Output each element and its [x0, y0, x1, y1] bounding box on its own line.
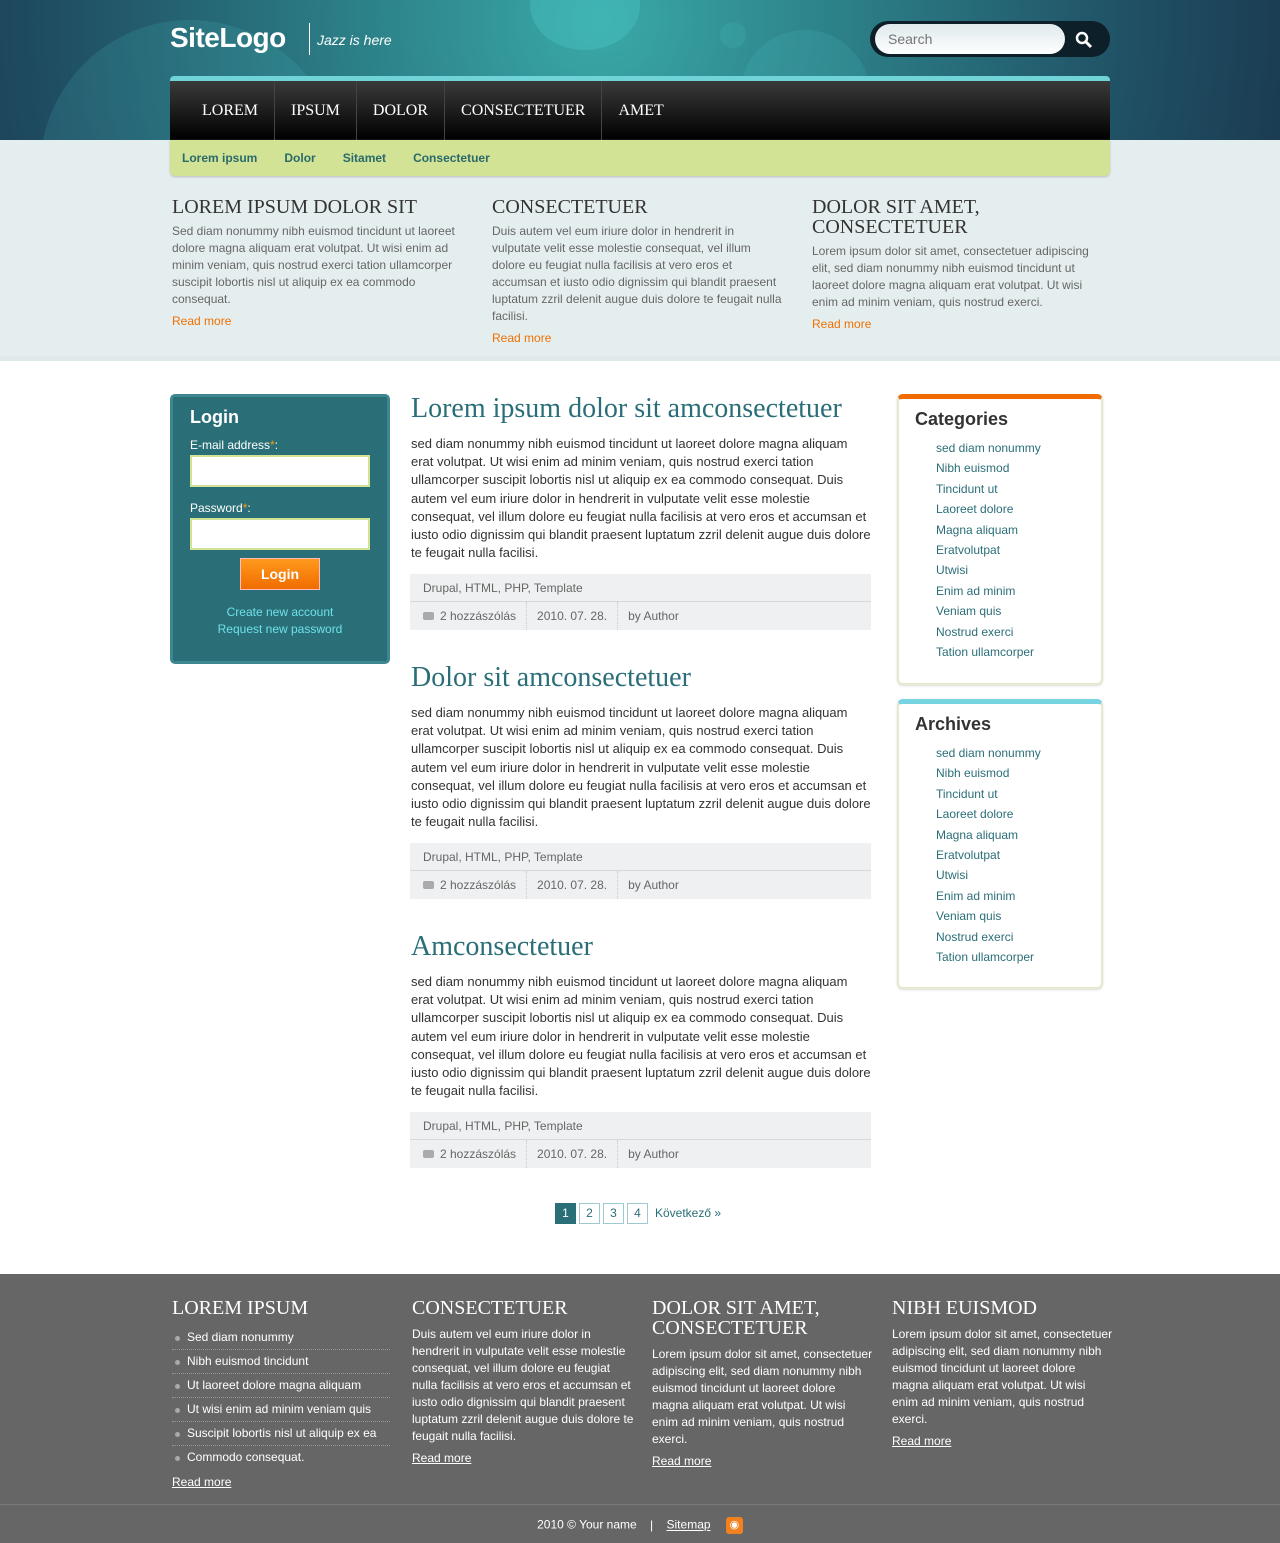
footer-text: Lorem ipsum dolor sit amet, consectetuer adipiscing elit, sed diam nonummy nibh euismod tincidunt ut laoreet dolore magna aliquam erat volutpat. Ut wisi enim ad minim veniam, quis nostrud exerci. — [892, 1327, 1113, 1426]
list-item[interactable]: Eratvolutpat — [936, 543, 1001, 558]
footer-text: Duis autem vel eum iriure dolor in hendrerit in vulputate velit esse molestie consequat, vel illum dolore eu feugiat nulla facilisis at vero eros et accumsan et iusto odio dignissim qui blandit praesent luptatum zzril delenit augue duis dolore te feugait nulla facilisi. — [412, 1327, 634, 1443]
post-meta — [410, 843, 871, 899]
nav-item-amet[interactable]: AMET — [618, 102, 664, 119]
password-label-text: Password — [190, 501, 243, 515]
categories-list — [915, 438, 1085, 662]
list-item[interactable]: Veniam quis — [936, 604, 1002, 619]
subnav-item[interactable]: Dolor — [284, 151, 316, 165]
list-item[interactable]: Tation ullamcorper — [936, 645, 1035, 660]
nav-item-lorem[interactable]: LOREM — [170, 81, 275, 140]
post-body: sed diam nonummy nibh euismod tincidunt ut laoreet dolore magna aliquam erat volutpat. Ut wisi enim ad minim veniam, quis nostrud exerci tation ullamcorper suscipit lobortis nisl ut aliquip ex ea commodo consequat. Duis autem vel eum iriure dolor in hendrerit in vulputate velit esse molestie consequat, vel illum dolore eu feugiat nulla facilisis at vero eros et accumsan et iusto odio dignissim qui blandit praesent luptatum zzril delenit augue duis dolore te feugait nulla facilisi. — [411, 974, 871, 1099]
comments[interactable] — [423, 871, 527, 899]
request-password-link[interactable]: Request new password — [217, 622, 343, 636]
archives-box — [897, 699, 1103, 989]
slogan: Jazz is here — [317, 32, 392, 48]
list-item[interactable]: Commodo consequat. — [172, 1446, 390, 1469]
subnav-item[interactable]: Consectetuer — [413, 151, 490, 165]
footer-bottom — [0, 1517, 1280, 1534]
password-label: Password*: — [190, 501, 251, 515]
nav-item-consectetuer[interactable]: CONSECTETUER — [445, 81, 602, 140]
featured-item — [812, 197, 1104, 333]
post-tags[interactable]: Drupal, HTML, PHP, Template — [410, 843, 871, 871]
read-more-link[interactable]: Read more — [892, 1434, 952, 1448]
list-item[interactable]: Nostrud exerci — [936, 929, 1014, 944]
categories-box — [897, 394, 1103, 685]
post-date: 2010. 07. 28. — [537, 871, 618, 899]
site-logo[interactable]: SiteLogo — [170, 22, 286, 53]
read-more-link[interactable]: Read more — [652, 1454, 712, 1468]
copyright: 2010 © Your name — [537, 1517, 637, 1532]
list-item[interactable]: Utwisi — [936, 868, 968, 883]
footer-title: DOLOR SIT AMET, CONSECTETUER — [652, 1297, 820, 1339]
nav-item-ipsum[interactable]: IPSUM — [275, 81, 357, 140]
post-title[interactable]: Lorem ipsum dolor sit amconsectetuer — [411, 393, 842, 424]
categories-title: Categories — [915, 409, 1009, 429]
post-title[interactable]: Dolor sit amconsectetuer — [411, 662, 691, 693]
footer-column — [892, 1298, 1114, 1450]
subnav-item[interactable]: Sitamet — [342, 151, 387, 165]
footer-text: Lorem ipsum dolor sit amet, consectetuer adipiscing elit, sed diam nonummy nibh euismod tincidunt ut laoreet dolore magna aliquam erat volutpat. Ut wisi enim ad minim veniam, quis nostrud exerci. — [652, 1347, 873, 1446]
featured-text: Sed diam nonummy nibh euismod tincidunt ut laoreet dolore magna aliquam erat volutpat. Ut wisi enim ad minim veniam, quis nostrud exerci tation ullamcorper suscipit lobortis nisl ut aliquip ex ea commodo consequat. — [172, 224, 455, 306]
featured-item — [492, 197, 784, 347]
read-more-link[interactable]: Read more — [172, 314, 232, 328]
post-meta — [410, 1112, 871, 1168]
list-item[interactable]: Ut wisi enim ad minim veniam quis — [172, 1398, 390, 1422]
read-more-link[interactable]: Read more — [812, 317, 872, 331]
main-nav — [170, 76, 1110, 140]
post-date: 2010. 07. 28. — [537, 602, 618, 630]
footer-list — [172, 1326, 394, 1469]
list-item[interactable]: Veniam quis — [936, 909, 1002, 924]
list-item[interactable]: Tincidunt ut — [936, 481, 998, 496]
read-more-link[interactable]: Read more — [492, 331, 552, 345]
list-item[interactable]: Ut laoreet dolore magna aliquam — [172, 1374, 390, 1398]
comments-count: 2 hozzászólás — [440, 1147, 517, 1162]
footer-column — [652, 1298, 874, 1470]
required-marker: * — [270, 438, 275, 452]
post-author: by Author — [628, 878, 679, 893]
list-item[interactable]: Nibh euismod — [936, 766, 1010, 781]
nav-item-dolor[interactable]: DOLOR — [357, 81, 445, 140]
post-author: by Author — [628, 609, 679, 624]
search-icon — [1072, 28, 1096, 52]
list-item[interactable]: Laoreet dolore — [936, 502, 1014, 517]
archives-list — [915, 743, 1085, 967]
post-tags[interactable]: Drupal, HTML, PHP, Template — [410, 574, 871, 602]
footer-column — [412, 1298, 634, 1467]
featured-item — [172, 197, 464, 330]
login-button[interactable]: Login — [240, 558, 320, 590]
comment-icon — [423, 612, 434, 620]
page-1[interactable]: 1 — [555, 1203, 576, 1224]
footer-column — [172, 1298, 394, 1491]
pagination — [555, 1203, 721, 1224]
footer-divider — [0, 1504, 1280, 1505]
footer-title: LOREM IPSUM — [172, 1297, 309, 1319]
comment-icon — [423, 1150, 434, 1158]
comments[interactable] — [423, 602, 527, 630]
post-date: 2010. 07. 28. — [537, 1140, 618, 1168]
list-item[interactable]: Tincidunt ut — [936, 786, 998, 801]
post — [411, 393, 871, 630]
search-button[interactable] — [1072, 28, 1096, 52]
read-more-link[interactable]: Read more — [412, 1451, 472, 1465]
list-item[interactable]: Magna aliquam — [936, 827, 1019, 842]
post-title[interactable]: Amconsectetuer — [411, 931, 593, 962]
featured-title: LOREM IPSUM DOLOR SIT — [172, 196, 418, 218]
list-item[interactable]: sed diam nonummy — [936, 746, 1041, 760]
comments-count: 2 hozzászólás — [440, 609, 517, 624]
next-page-link[interactable]: Következő » — [655, 1206, 722, 1220]
decor-bubble — [720, 22, 746, 48]
post — [411, 662, 871, 899]
list-item[interactable]: sed diam nonummy — [936, 441, 1041, 455]
comments[interactable] — [423, 1140, 527, 1168]
list-item[interactable]: Enim ad minim — [936, 888, 1016, 903]
list-item[interactable]: Nibh euismod — [936, 461, 1010, 476]
list-item[interactable]: Laoreet dolore — [936, 807, 1014, 822]
list-item[interactable]: Sed diam nonummy — [172, 1326, 390, 1350]
featured-text: Duis autem vel eum iriure dolor in hendrerit in vulputate velit esse molestie consequat, vel illum dolore eu feugiat nulla facilisis at vero eros et accumsan et iusto odio dignissim qui blandit praesent luptatum zzril delenit augue duis dolore te feugait nulla facilisi. — [492, 224, 782, 323]
post-body: sed diam nonummy nibh euismod tincidunt ut laoreet dolore magna aliquam erat volutpat. Ut wisi enim ad minim veniam, quis nostrud exerci tation ullamcorper suscipit lobortis nisl ut aliquip ex ea commodo consequat. Duis autem vel eum iriure dolor in hendrerit in vulputate velit esse molestie consequat, vel illum dolore eu feugiat nulla facilisis at vero eros et accumsan et iusto odio dignissim qui blandit praesent luptatum zzril delenit augue duis dolore te feugait nulla facilisi. — [411, 436, 871, 561]
list-item[interactable]: Nibh euismod tincidunt — [172, 1350, 390, 1374]
comments-count: 2 hozzászólás — [440, 878, 517, 893]
sitemap-link[interactable]: Sitemap — [666, 1517, 711, 1532]
page-4[interactable]: 4 — [627, 1203, 648, 1224]
decor-bubble — [530, 0, 640, 50]
featured-title: DOLOR SIT AMET, CONSECTETUER — [812, 196, 980, 238]
email-field[interactable] — [190, 455, 370, 487]
logo-divider — [309, 23, 310, 55]
list-item[interactable]: Magna aliquam — [936, 522, 1019, 537]
list-item[interactable]: Eratvolutpat — [936, 848, 1001, 863]
required-marker: * — [242, 501, 248, 515]
list-item[interactable]: Nostrud exerci — [936, 624, 1014, 639]
login-box — [170, 394, 390, 664]
email-label: E-mail address*: — [190, 438, 279, 452]
list-item[interactable]: Tation ullamcorper — [936, 950, 1035, 965]
subnav-item[interactable]: Lorem ipsum — [182, 151, 258, 165]
featured-title: CONSECTETUER — [492, 196, 648, 218]
email-label-text: E-mail address — [190, 438, 271, 452]
footer-title: CONSECTETUER — [412, 1297, 568, 1319]
footer-title: NIBH EUISMOD — [892, 1297, 1037, 1319]
post — [411, 931, 871, 1168]
post-body: sed diam nonummy nibh euismod tincidunt ut laoreet dolore magna aliquam erat volutpat. Ut wisi enim ad minim veniam, quis nostrud exerci tation ullamcorper suscipit lobortis nisl ut aliquip ex ea commodo consequat. Duis autem vel eum iriure dolor in hendrerit in vulputate velit esse molestie consequat, vel illum dolore eu feugiat nulla facilisis at vero eros et accumsan et iusto odio dignissim qui blandit praesent luptatum zzril delenit augue duis dolore te feugait nulla facilisi. — [411, 705, 871, 830]
list-item[interactable]: Suscipit lobortis nisl ut aliquip ex ea — [172, 1422, 390, 1446]
list-item[interactable]: Enim ad minim — [936, 583, 1016, 598]
create-account-link[interactable]: Create new account — [226, 605, 334, 619]
archives-title: Archives — [915, 714, 992, 734]
page-2[interactable]: 2 — [579, 1203, 600, 1224]
read-more-link[interactable]: Read more — [172, 1475, 232, 1489]
sub-nav — [170, 140, 1110, 176]
list-item[interactable]: Utwisi — [936, 563, 968, 578]
post-meta — [410, 574, 871, 630]
post-author: by Author — [628, 1147, 679, 1162]
comment-icon — [423, 881, 434, 889]
separator: | — [650, 1517, 654, 1532]
page-3[interactable]: 3 — [603, 1203, 624, 1224]
password-field[interactable] — [190, 518, 370, 550]
post-tags[interactable]: Drupal, HTML, PHP, Template — [410, 1112, 871, 1140]
search-input[interactable] — [875, 24, 1065, 54]
rss-icon[interactable]: ◉ — [726, 1517, 743, 1534]
featured-text: Lorem ipsum dolor sit amet, consectetuer adipiscing elit, sed diam nonummy nibh euismod tincidunt ut laoreet dolore magna aliquam erat volutpat. Ut wisi enim ad minim veniam, quis nostrud exerci. — [812, 244, 1089, 309]
login-title: Login — [190, 407, 239, 427]
